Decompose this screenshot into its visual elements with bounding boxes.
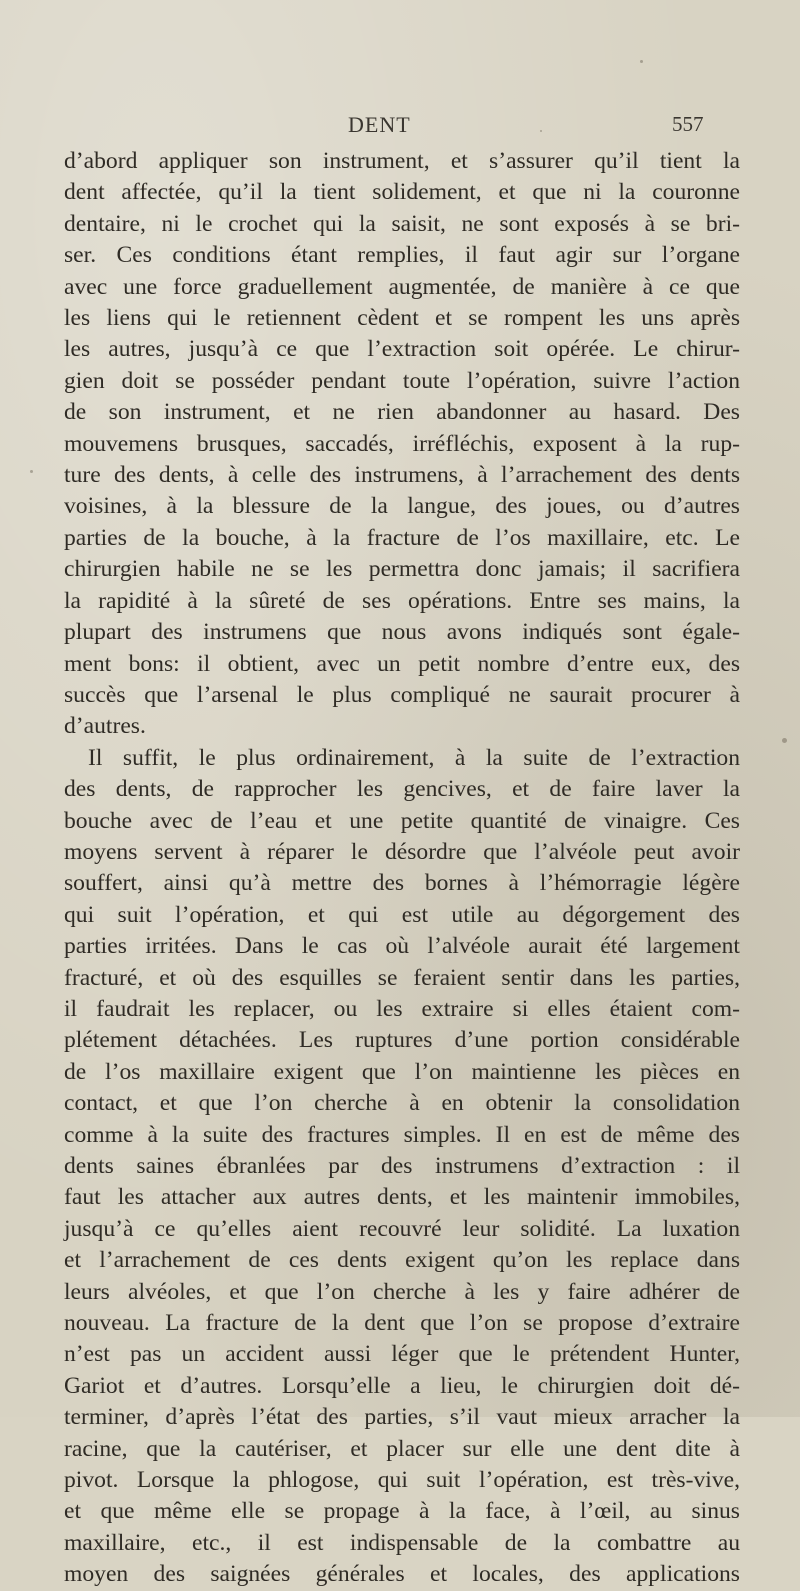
text-line: nouveau. La fracture de la dent que l’on se propose d’extraire — [64, 1310, 740, 1337]
text-line: des dents, de rapprocher les gencives, et de faire laver la — [64, 776, 740, 803]
text-line: n’est pas un accident aussi léger que le prétendent Hunter, — [64, 1341, 740, 1368]
text-line: Il suffit, le plus ordinairement, à la suite de l’extraction — [88, 744, 740, 771]
paragraph-1 — [64, 146, 740, 743]
page-number: 557 — [672, 112, 704, 136]
text-line: contact, et que l’on cherche à en obtenir la consolidation — [64, 1090, 740, 1117]
paper-speck — [782, 738, 787, 743]
text-line: qui suit l’opération, et qui est utile au dégorgement des — [64, 901, 740, 928]
paper-speck — [640, 60, 643, 63]
text-line: et l’arrachement de ces dents exigent qu’on les replace dans — [64, 1247, 740, 1274]
text-line: et que même elle se propage à la face, à l’œil, au sinus — [64, 1498, 740, 1525]
text-line: il faudrait les replacer, ou les extraire si elles étaient com- — [64, 995, 740, 1022]
text-line: jusqu’à ce qu’elles aient recouvré leur solidité. La luxation — [64, 1215, 740, 1242]
text-line: la rapidité à la sûreté de ses opérations. Entre ses mains, la — [64, 587, 740, 614]
text-line: avec une force graduellement augmentée, de manière à ce que — [64, 273, 740, 300]
body-text — [64, 146, 740, 1591]
text-line: parties irritées. Dans le cas où l’alvéole aurait été largement — [64, 933, 740, 960]
text-line: leurs alvéoles, et que l’on cherche à les y faire adhérer de — [64, 1278, 740, 1305]
text-line: moyen des saignées générales et locales, des applications — [64, 1561, 740, 1588]
text-line: plupart des instrumens que nous avons indiqués sont égale- — [64, 619, 740, 646]
text-line: gien doit se posséder pendant toute l’opération, suivre l’action — [64, 367, 740, 394]
text-line: ser. Ces conditions étant remplies, il faut agir sur l’organe — [64, 242, 740, 269]
text-line: succès que l’arsenal le plus compliqué ne saurait procurer à — [64, 681, 740, 708]
text-line: dent affectée, qu’il la tient solidement, et que ni la couronne — [64, 179, 740, 206]
text-line: d’autres. — [64, 713, 146, 740]
text-line: plétement détachées. Les ruptures d’une portion considérable — [64, 1027, 740, 1054]
text-line: pivot. Lorsque la phlogose, qui suit l’opération, est très-vive, — [64, 1467, 740, 1494]
text-line: dents saines ébranlées par des instrumens d’extraction : il — [64, 1153, 740, 1179]
text-line: comme à la suite des fractures simples. Il en est de même des — [64, 1121, 740, 1148]
text-line: faut les attacher aux autres dents, et les maintenir immobiles, — [64, 1184, 740, 1211]
text-line: les autres, jusqu’à ce que l’extraction soit opérée. Le chirur- — [64, 336, 740, 363]
text-line: mouvemens brusques, saccadés, irréfléchis, exposent à la rup- — [64, 430, 740, 457]
text-line: de son instrument, et ne rien abandonner au hasard. Des — [64, 399, 740, 426]
text-line: d’abord appliquer son instrument, et s’assurer qu’il tient la — [64, 148, 740, 174]
text-line: terminer, d’après l’état des parties, s’il vaut mieux arracher la — [64, 1404, 740, 1431]
text-line: Gariot et d’autres. Lorsqu’elle a lieu, le chirurgien doit dé- — [64, 1372, 740, 1399]
text-line: dentaire, ni le crochet qui la saisit, ne sont exposés à se bri- — [64, 210, 740, 237]
text-line: parties de la bouche, à la fracture de l’os maxillaire, etc. Le — [64, 524, 740, 551]
text-line: de l’os maxillaire exigent que l’on maintienne les pièces en — [64, 1058, 740, 1085]
text-line: maxillaire, etc., il est indispensable de la combattre au — [64, 1529, 740, 1556]
running-head: DENT — [348, 112, 411, 137]
text-line: racine, que la cautériser, et placer sur elle une dent dite à — [64, 1435, 740, 1462]
text-line: ment bons: il obtient, avec un petit nombre d’entre eux, des — [64, 650, 740, 677]
text-line: voisines, à la blessure de la langue, des joues, ou d’autres — [64, 493, 740, 520]
text-line: ture des dents, à celle des instrumens, à l’arrachement des dents — [64, 462, 740, 489]
text-line: les liens qui le retiennent cèdent et se rompent les uns après — [64, 305, 740, 332]
paper-speck — [30, 470, 33, 473]
text-line: moyens servent à réparer le désordre que l’alvéole peut avoir — [64, 838, 740, 865]
text-line: souffert, ainsi qu’à mettre des bornes à l’hémorragie légère — [64, 870, 740, 897]
text-line: chirurgien habile ne se les permettra donc jamais; il sacrifiera — [64, 556, 740, 583]
text-line: fracturé, et où des esquilles se feraient sentir dans les parties, — [64, 964, 740, 991]
text-line: bouche avec de l’eau et une petite quantité de vinaigre. Ces — [64, 807, 740, 834]
paragraph-2 — [64, 743, 740, 1591]
page-header — [0, 112, 800, 144]
